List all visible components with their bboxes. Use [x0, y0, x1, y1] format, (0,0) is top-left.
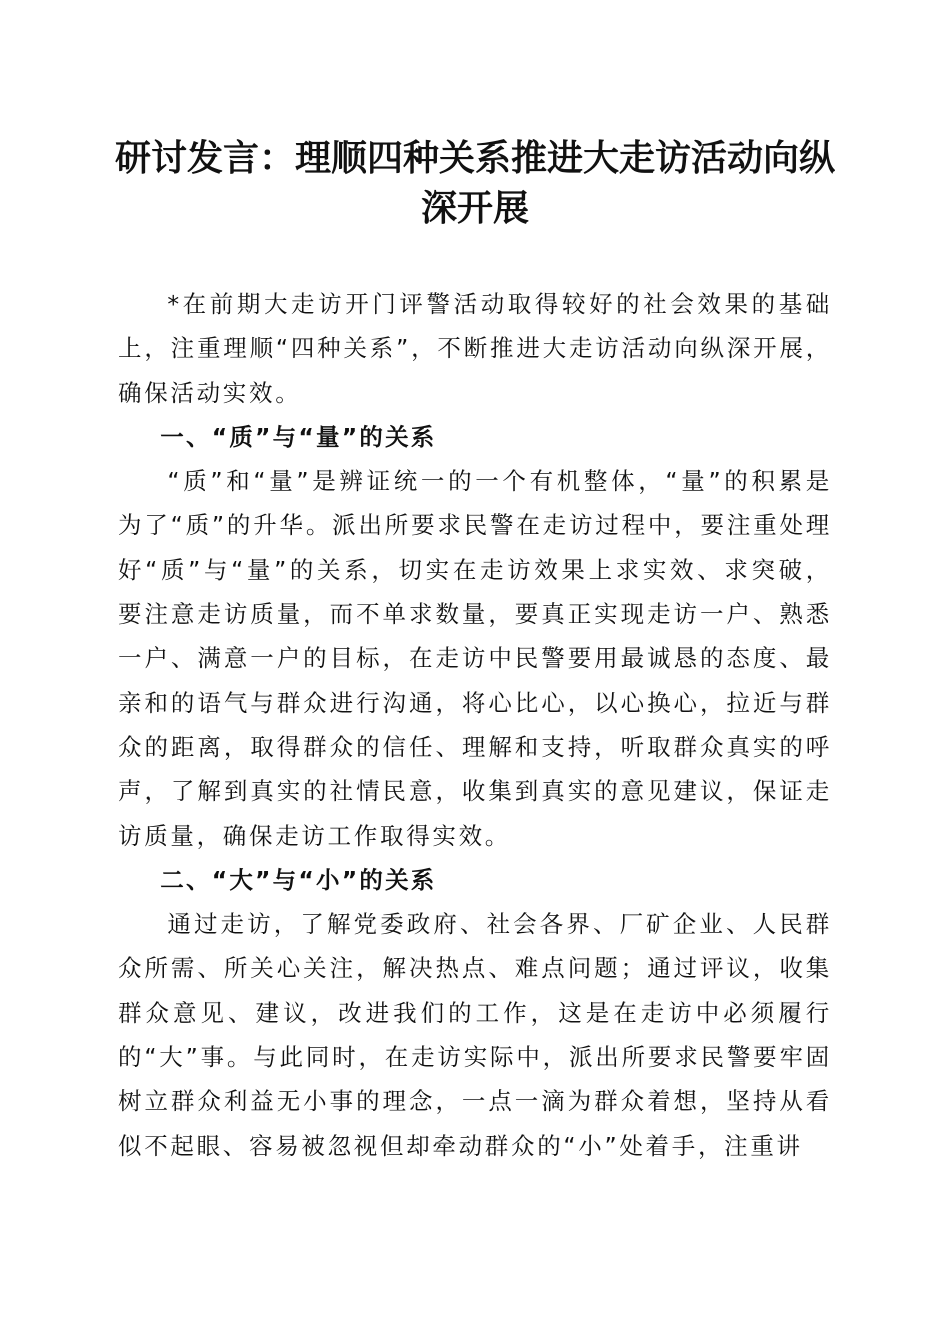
section-paragraph-quality-quantity: “质”和“量”是辨证统一的一个有机整体，“量”的积累是为了“质”的升华。派出所要求民警在走访过程中，要注重处理好“质”与“量”的关系，切实在走访效果上求实效、求突破，要注意走访质量，而不单求数量，要真正实现走访一户、熟悉一户、满意一户的目标，在走访中民警要用最诚恳的态度、最亲和的语气与群众进行沟通，将心比心，以心换心，拉近与群众的距离，取得群众的信任、理解和支持，听取群众真实的呼声，了解到真实的社情民意，收集到真实的意见建议，保证走访质量，确保走访工作取得实效。 — [118, 467, 832, 850]
document-title: 研讨发言：理顺四种关系推进大走访活动向纵深开展 — [114, 137, 835, 229]
document-body — [118, 282, 832, 1168]
intro-paragraph: *在前期大走访开门评警活动取得较好的社会效果的基础上，注重理顺“四种关系”，不断推进大走访活动向纵深开展，确保活动实效。 — [118, 290, 832, 407]
section-paragraph-big-small: 通过走访，了解党委政府、社会各界、厂矿企业、人民群众所需、所关心关注，解决热点、难点问题；通过评议，收集群众意见、建议，改进我们的工作，这是在走访中必须履行的“大”事。与此同时，在走访实际中，派出所要求民警要牢固树立群众利益无小事的理念，一点一滴为群众着想，坚持从看似不起眼、容易被忽视但却牵动群众的“小”处着手，注重讲 — [118, 910, 832, 1160]
section-heading-quality-quantity: 一、“质”与“量”的关系 — [160, 422, 437, 451]
section-heading-big-small: 二、“大”与“小”的关系 — [160, 865, 437, 894]
